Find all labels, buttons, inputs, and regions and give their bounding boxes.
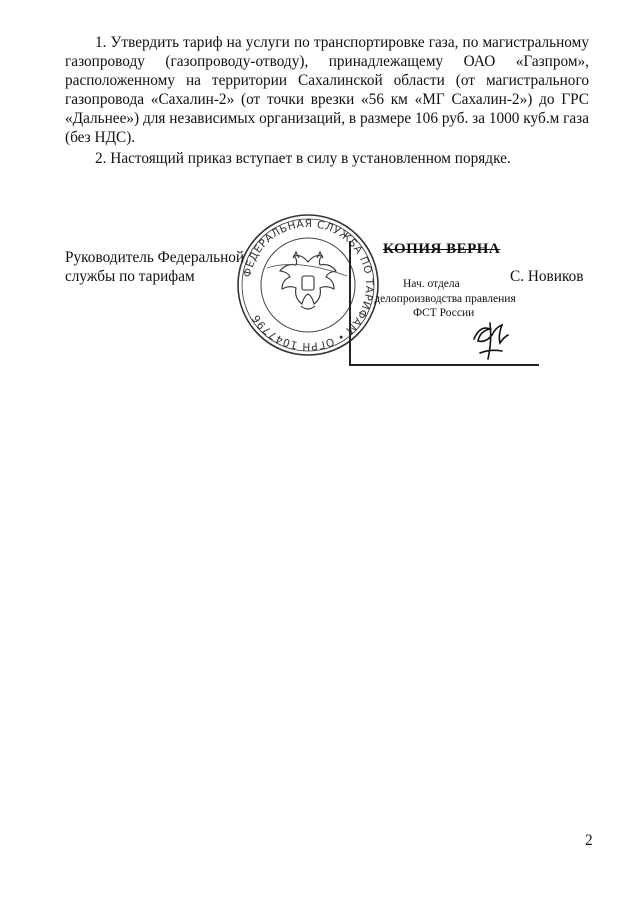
page-number: 2: [585, 832, 593, 849]
paragraph-1: 1. Утвердить тариф на услуги по транспортировке газа, по магистральному газопроводу (газопроводу-отводу), принадлежащему ОАО «Газпром», расположенному на территории Сахалинской области (от магистрального газопровода «Сахалин-2» (от точки врезки «56 км «МГ Сахалин-2») до ГРС «Дальнее») для независимых организаций, в размере 106 руб. за 1000 куб.м газа (без НДС).: [65, 34, 589, 146]
signer-title-line1: Руководитель Федеральной: [65, 249, 245, 266]
order-text: [65, 33, 589, 168]
paragraph-2: 2. Настоящий приказ вступает в силу в установленном порядке.: [95, 150, 511, 167]
handwritten-signature-icon: [468, 313, 512, 363]
signer-title-line2: службы по тарифам: [65, 268, 195, 285]
signer-title: [65, 248, 244, 286]
stamp-department: делопроизводства правления: [374, 293, 516, 305]
stamp-title: КОПИЯ ВЕРНА: [383, 241, 501, 257]
stamp-organization: ФСТ России: [413, 307, 475, 319]
stamp-position: Нач. отдела: [403, 278, 460, 290]
seal-ring-text: ФЕДЕРАЛЬНАЯ СЛУЖБА ПО ТАРИФАМ • ОГРН 1047796: [241, 217, 376, 353]
signer-name: С. Новиков: [510, 268, 584, 285]
